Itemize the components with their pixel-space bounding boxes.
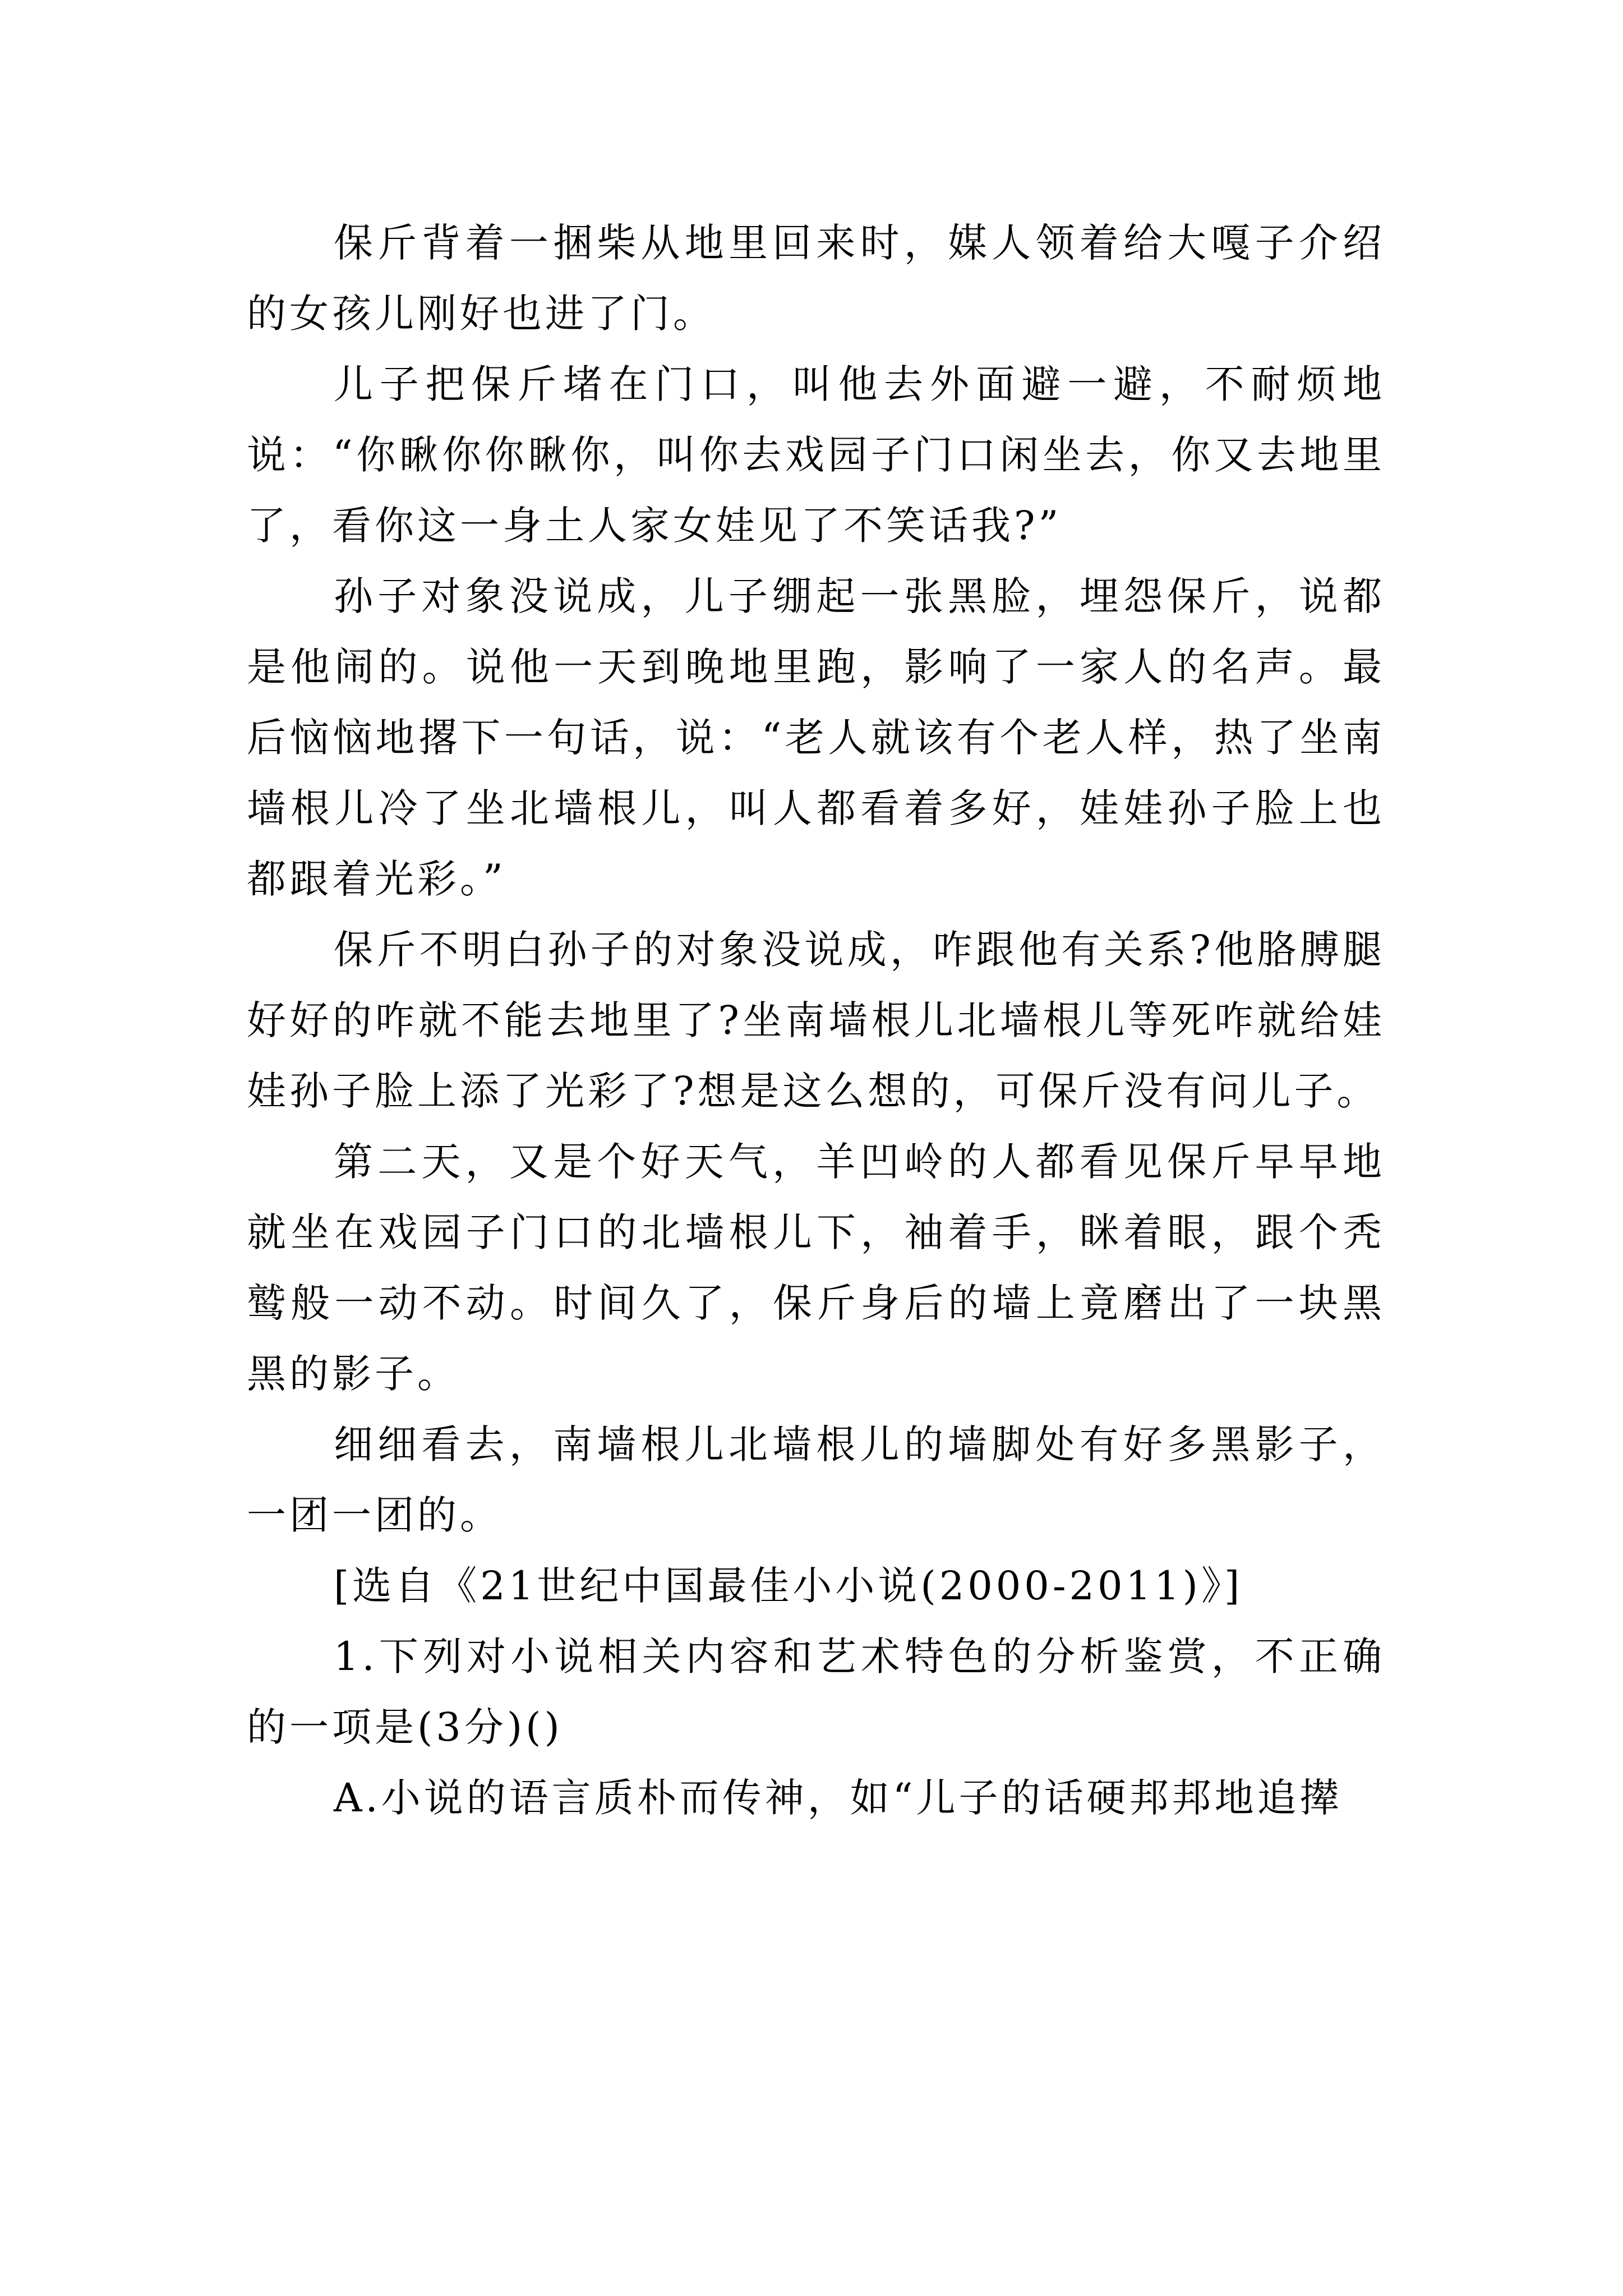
source-citation: [选自《21世纪中国最佳小小说(2000-2011)》]	[334, 1563, 1243, 1609]
paragraph-shadows: 细细看去，南墙根儿北墙根儿的墙脚处有好多黑影子，一团一团的。	[247, 1421, 1385, 1538]
paragraph-return-home: 保斤背着一捆柴从地里回来时，媒人领着给大嘎子介绍的女孩儿刚好也进了门。	[247, 220, 1385, 337]
question-1-stem: 1.下列对小说相关内容和艺术特色的分析鉴赏，不正确的一项是(3分)()	[247, 1634, 1385, 1750]
paragraph-son-blocks-door: 儿子把保斤堵在门口，叫他去外面避一避，不耐烦地说：“你瞅你你瞅你，叫你去戏园子门口闲坐去，你又去地里了，看你这一身土人家女娃见了不笑话我?”	[247, 361, 1385, 549]
paragraph-son-complains: 孙子对象没说成，儿子绷起一张黑脸，埋怨保斤，说都是他闹的。说他一天到晚地里跑，影响了一家人的名声。最后恼恼地撂下一句话，说：“老人就该有个老人样，热了坐南墙根儿冷了坐北墙根儿，叫人都看着多好，娃娃孙子脸上也都跟着光彩。”	[247, 573, 1385, 902]
story-text	[247, 208, 1385, 1833]
paragraph-next-day: 第二天，又是个好天气，羊凹岭的人都看见保斤早早地就坐在戏园子门口的北墙根儿下，袖着手，眯着眼，跟个秃鹫般一动不动。时间久了，保斤身后的墙上竟磨出了一块黑黑的影子。	[247, 1139, 1385, 1397]
paragraph-baojin-wonders: 保斤不明白孙子的对象没说成，咋跟他有关系?他胳膊腿好好的咋就不能去地里了?坐南墙根儿北墙根儿等死咋就给娃娃孙子脸上添了光彩了?想是这么想的，可保斤没有问儿子。	[247, 927, 1385, 1114]
question-1-option-a: A.小说的语言质朴而传神，如“儿子的话硬邦邦地追撵	[334, 1775, 1343, 1821]
